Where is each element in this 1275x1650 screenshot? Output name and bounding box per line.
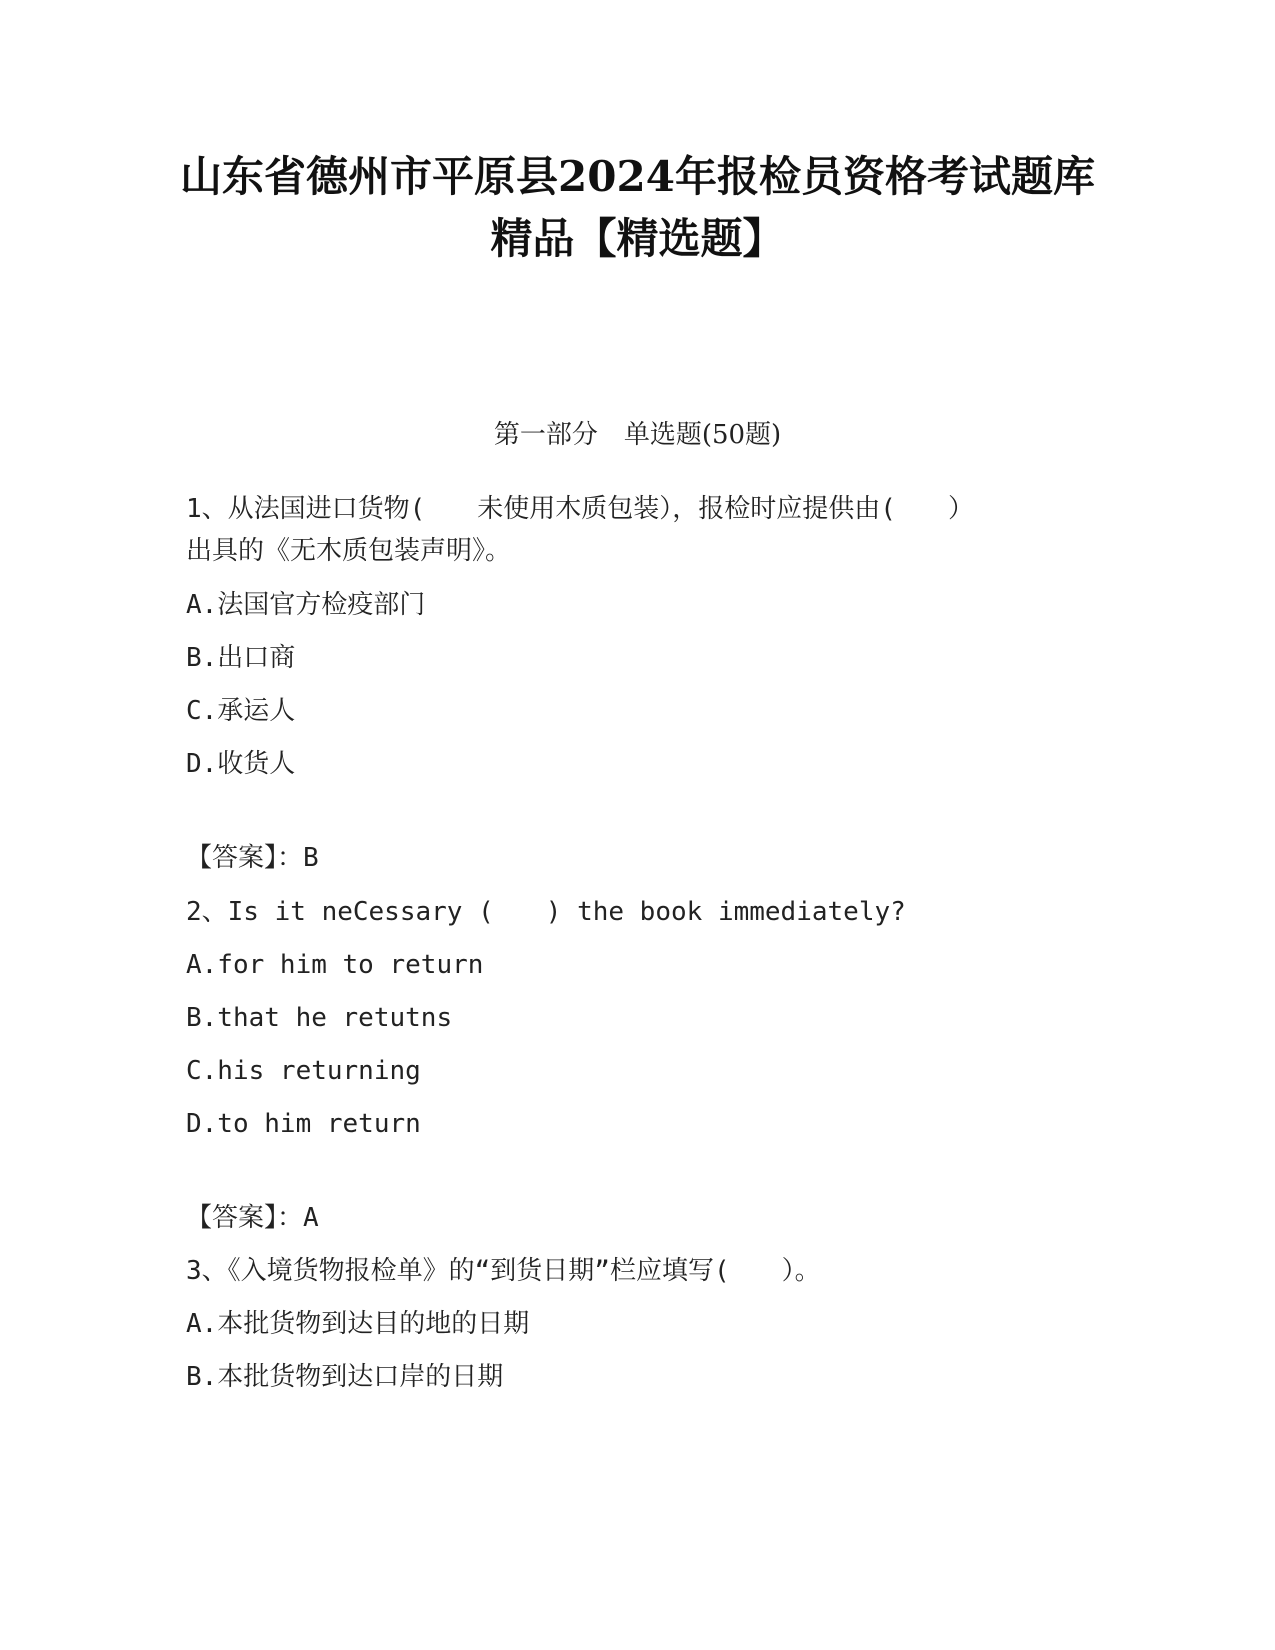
q2-option-d: D.to him return bbox=[186, 1109, 421, 1139]
q1-stem-line2: 出具的《无木质包装声明》。 bbox=[186, 536, 512, 566]
q2-stem: 2、Is it neCessary ( ) the book immediately? bbox=[186, 897, 906, 927]
q1-option-d: D.收货人 bbox=[186, 749, 296, 779]
q1-option-a: A.法国官方检疫部门 bbox=[186, 590, 426, 620]
q2-answer: 【答案】：A bbox=[186, 1203, 319, 1233]
q3-stem: 3、《入境货物报检单》的“到货日期”栏应填写( ）。 bbox=[186, 1256, 821, 1286]
doc-title-line2: 精品【精选题】 bbox=[490, 214, 785, 263]
section-heading: 第一部分 单选题(50题) bbox=[493, 420, 782, 450]
q1-option-b: B.出口商 bbox=[186, 643, 296, 673]
q1-option-c: C.承运人 bbox=[186, 696, 296, 726]
q1-stem-line1: 1、从法国进口货物( 未使用木质包装），报检时应提供由( ） bbox=[186, 494, 974, 524]
doc-title-line1: 山东省德州市平原县2024年报检员资格考试题库 bbox=[180, 152, 1095, 201]
q2-option-a: A.for him to return bbox=[186, 950, 484, 980]
q2-option-b: B.that he retutns bbox=[186, 1003, 453, 1033]
q3-option-b: B.本批货物到达口岸的日期 bbox=[186, 1362, 504, 1392]
q3-option-a: A.本批货物到达目的地的日期 bbox=[186, 1309, 530, 1339]
q2-option-c: C.his returning bbox=[186, 1056, 421, 1086]
q1-answer: 【答案】：B bbox=[186, 843, 319, 873]
